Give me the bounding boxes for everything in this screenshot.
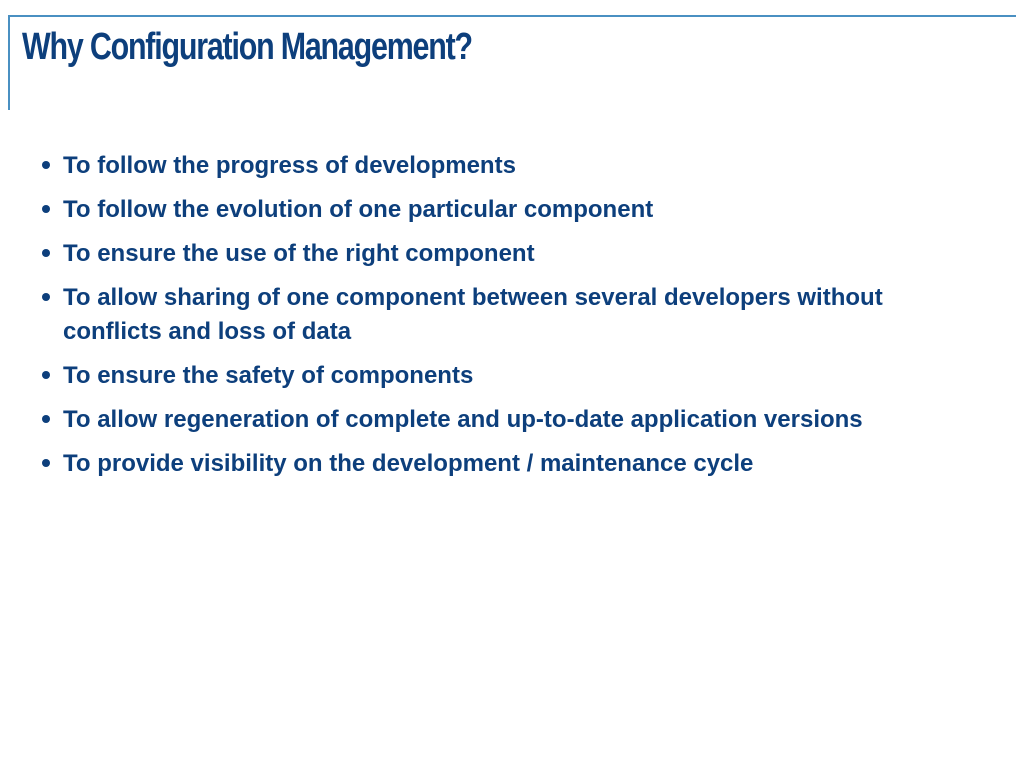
bullet-dot-icon	[42, 205, 50, 213]
bullet-dot-icon	[42, 371, 50, 379]
title-frame-left-rule	[8, 15, 10, 110]
bullet-list	[40, 149, 960, 491]
bullet-text: To allow sharing of one component between several developers without conflicts and loss of data	[63, 284, 883, 345]
bullet-item	[40, 149, 960, 183]
bullet-text: To provide visibility on the development / maintenance cycle	[63, 450, 754, 477]
title-frame-top-rule	[8, 15, 1016, 17]
bullet-item	[40, 281, 960, 349]
bullet-item	[40, 359, 960, 393]
bullet-text: To follow the progress of developments	[63, 152, 516, 179]
bullet-text: To follow the evolution of one particular component	[63, 196, 654, 223]
bullet-dot-icon	[42, 249, 50, 257]
bullet-text: To ensure the safety of components	[63, 362, 474, 389]
bullet-dot-icon	[42, 293, 50, 301]
bullet-item	[40, 237, 960, 271]
bullet-dot-icon	[42, 459, 50, 467]
bullet-item	[40, 193, 960, 227]
bullet-text: To ensure the use of the right component	[63, 240, 535, 267]
bullet-dot-icon	[42, 415, 50, 423]
bullet-item	[40, 403, 960, 437]
bullet-item	[40, 447, 960, 481]
slide-title: Why Configuration Management?	[22, 26, 472, 68]
bullet-dot-icon	[42, 161, 50, 169]
bullet-text: To allow regeneration of complete and up-to-date application versions	[63, 406, 863, 433]
